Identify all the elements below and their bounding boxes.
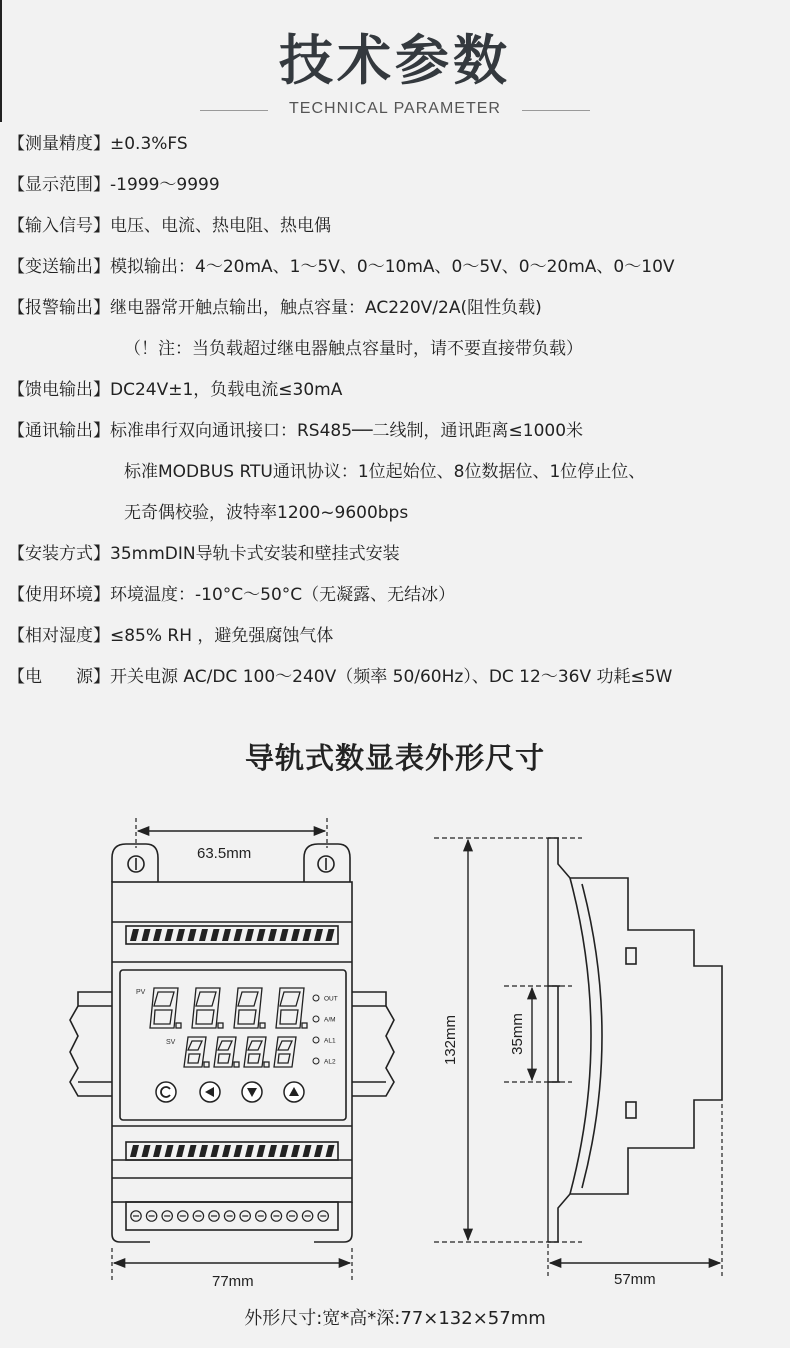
spec-label: 【测量精度】 <box>8 134 110 154</box>
spec-value: 开关电源 AC/DC 100～240V（频率 50/60Hz）、DC 12～36V 功耗≤5W <box>110 667 673 687</box>
vent-slot <box>176 929 185 941</box>
vent-slot <box>211 1145 220 1157</box>
vent-slot <box>176 1145 185 1157</box>
led-label: AL1 <box>324 1037 336 1045</box>
spec-value: （！注：当负载超过继电器触点容量时，请不要直接带负载） <box>124 339 583 359</box>
pv-label: PV <box>136 989 146 996</box>
page-title: 技术参数 <box>279 29 511 92</box>
spec-value: 模拟输出：4～20mA、1～5V、0～10mA、0～5V、0～20mA、0～10V <box>110 257 675 277</box>
sv-label: SV <box>166 1039 176 1046</box>
vent-slot <box>291 1145 300 1157</box>
left-arrow-icon[interactable] <box>200 1082 220 1102</box>
vent-slot <box>326 1145 335 1157</box>
vent-slot <box>245 1145 254 1157</box>
spec-label: 【变送输出】 <box>8 257 110 277</box>
side-latch-top <box>626 948 636 964</box>
vent-slot <box>222 929 231 941</box>
vent-slot <box>130 929 139 941</box>
spec-label: 【通讯输出】 <box>8 421 110 441</box>
mount-tab-right <box>304 844 350 882</box>
led-label: OUT <box>324 995 338 1003</box>
pv-digit <box>276 988 307 1028</box>
vent-slot <box>303 929 312 941</box>
mount-tab-left <box>112 844 158 882</box>
dim-rail-label: 35mm <box>509 1013 526 1055</box>
spec-value: 电压、电流、热电阻、热电偶 <box>110 216 331 236</box>
vent-slot <box>211 929 220 941</box>
spec-label: 【显示范围】 <box>8 175 110 195</box>
vent-slot <box>153 1145 162 1157</box>
vent-slot <box>234 1145 243 1157</box>
page-subtitle: TECHNICAL PARAMETER <box>289 100 501 117</box>
spec-label: 【使用环境】 <box>8 585 110 605</box>
sv-digit <box>214 1037 239 1067</box>
led-label: A/M <box>324 1016 336 1024</box>
spec-value: 环境温度：-10°C～50°C（无凝露、无结冰） <box>110 585 456 605</box>
spec-value: ≤85% RH ，避免强腐蚀气体 <box>110 626 334 646</box>
vent-slot <box>165 929 174 941</box>
vent-slot <box>199 1145 208 1157</box>
pv-digit <box>192 988 223 1028</box>
vent-slot <box>326 929 335 941</box>
up-arrow-icon[interactable] <box>284 1082 304 1102</box>
sv-digit <box>274 1037 296 1067</box>
vent-slot <box>257 1145 266 1157</box>
vent-slot <box>280 929 289 941</box>
led-indicator <box>313 1037 319 1043</box>
dim-width-label: 77mm <box>212 1273 254 1290</box>
spec-label: 【相对湿度】 <box>8 626 110 646</box>
spec-value: ±0.3%FS <box>110 134 188 154</box>
vent-slot <box>291 929 300 941</box>
vent-slot <box>234 929 243 941</box>
side-latch-bottom <box>626 1102 636 1118</box>
vent-slot <box>314 1145 323 1157</box>
spec-value: 继电器常开触点输出，触点容量：AC220V/2A(阻性负载) <box>110 298 542 318</box>
dim-top-label: 63.5mm <box>197 845 252 862</box>
spec-label: 【馈电输出】 <box>8 380 110 400</box>
vent-slot <box>268 929 277 941</box>
spec-value: 标准MODBUS RTU通讯协议：1位起始位、8位数据位、1位停止位、 <box>124 462 646 482</box>
led-indicator <box>313 995 319 1001</box>
down-arrow-icon[interactable] <box>242 1082 262 1102</box>
vent-slot <box>314 929 323 941</box>
rail-clip-left <box>70 992 112 1096</box>
led-label: AL2 <box>324 1058 336 1066</box>
spec-value: DC24V±1，负载电流≤30mA <box>110 380 343 400</box>
spec-label: 【输入信号】 <box>8 216 110 236</box>
side-profile <box>548 838 722 1242</box>
vent-slot <box>280 1145 289 1157</box>
led-indicator <box>313 1058 319 1064</box>
vent-slot <box>142 929 151 941</box>
section-title: 导轨式数显表外形尺寸 <box>244 741 545 775</box>
front-view <box>70 818 394 1282</box>
spec-value: 标准串行双向通讯接口：RS485──二线制，通讯距离≤1000米 <box>110 421 584 441</box>
pv-digit <box>234 988 265 1028</box>
vent-slot <box>188 1145 197 1157</box>
set-cycle-icon[interactable] <box>156 1082 176 1102</box>
dimension-caption: 外形尺寸:宽*高*深:77×132×57mm <box>244 1308 546 1329</box>
vent-slot <box>303 1145 312 1157</box>
side-front-curve <box>570 878 591 1194</box>
spec-value: 35mmDIN导轨卡式安装和壁挂式安装 <box>110 544 400 564</box>
vent-slot <box>199 929 208 941</box>
vent-slot <box>245 929 254 941</box>
rail-clip-right <box>352 992 394 1096</box>
vent-slot <box>165 1145 174 1157</box>
spec-label: 【电 源】 <box>8 667 110 687</box>
vent-slot <box>130 1145 139 1157</box>
spec-label: 【报警输出】 <box>8 298 110 318</box>
spec-label: 【安装方式】 <box>8 544 110 564</box>
vent-slot <box>257 929 266 941</box>
vent-slot <box>268 1145 277 1157</box>
spec-value: -1999～9999 <box>110 175 220 195</box>
led-indicator <box>313 1016 319 1022</box>
dim-depth-label: 57mm <box>614 1271 656 1288</box>
vent-slot <box>188 929 197 941</box>
dim-height-label: 132mm <box>442 1014 459 1066</box>
spec-value: 无奇偶校验，波特率1200~9600bps <box>124 503 409 523</box>
vent-slot <box>222 1145 231 1157</box>
vent-slot <box>142 1145 151 1157</box>
sv-digit <box>244 1037 269 1067</box>
pv-digit <box>150 988 181 1028</box>
sv-digit <box>184 1037 209 1067</box>
side-view <box>434 838 722 1278</box>
vent-slot <box>153 929 162 941</box>
